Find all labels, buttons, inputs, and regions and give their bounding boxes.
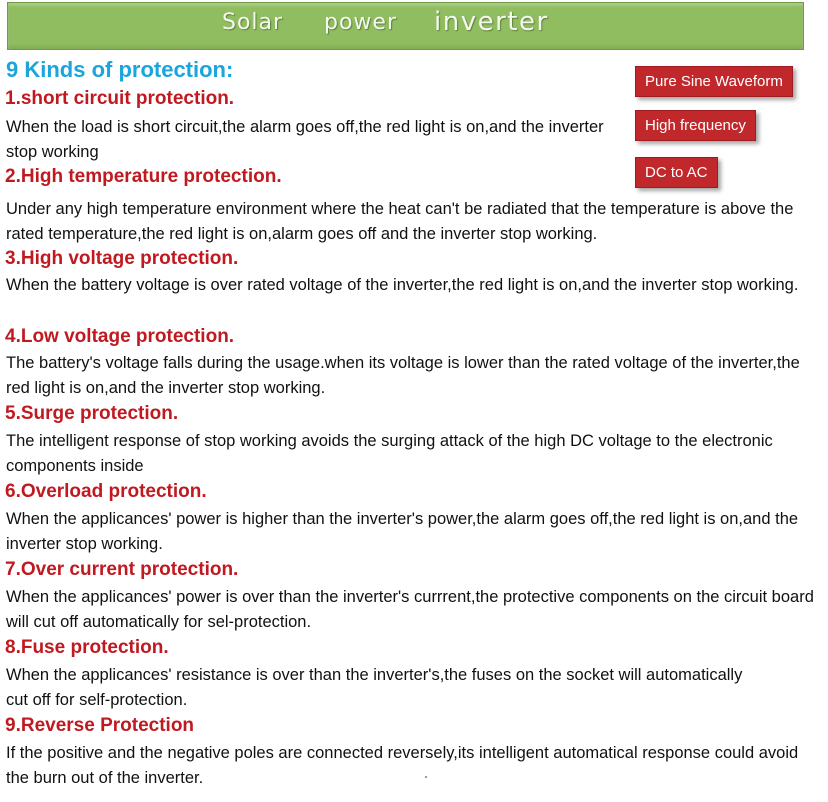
protection-body-6: When the applicances' power is higher than the inverter's power,the alarm goes off,the red light is on,and the inverter stop working. [6,510,799,553]
protection-body-2: Under any high temperature environment where the heat can't be radiated that the temperature is above the rated temperature,the red light is on,alarm goes off and the inverter stop working. [6,200,794,243]
feature-tag-dc-to-ac: DC to AC [635,157,718,188]
protection-body-7: When the applicances' power is over than the inverter's currrent,the protective components on the circuit board will cut off automatically for sel-protection. [6,588,814,631]
protection-title-5: 5.Surge protection. [5,403,179,424]
protection-title-6: 6.Overload protection. [5,481,207,502]
protection-heading: 9 Kinds of protection: [6,57,234,82]
protection-body-9: If the positive and the negative poles are connected reversely,its intelligent automatical response could avoid the burn out of the inverter. [6,744,799,787]
protection-title-9: 9.Reverse Protection [5,715,195,736]
protection-title-8: 8.Fuse protection. [5,637,169,658]
protection-title-1: 1.short circuit protection. [5,88,235,109]
banner-word-solar: Solar [222,10,284,35]
protection-title-7: 7.Over current protection. [5,559,239,580]
protection-body-5: The intelligent response of stop working avoids the surging attack of the high DC voltage to the electronic components inside [6,432,773,475]
protection-title-3: 3.High voltage protection. [5,248,239,269]
protection-title-4: 4.Low voltage protection. [5,326,235,347]
protection-body-8: When the applicances' resistance is over than the inverter's,the fuses on the socket will automatically cut off for self-protection. [6,666,743,709]
protection-body-3: When the battery voltage is over rated voltage of the inverter,the red light is on,and the inverter stop working. [6,276,799,294]
protection-body-1: When the load is short circuit,the alarm goes off,the red light is on,and the inverter stop working [6,118,604,161]
title-banner [7,2,804,50]
protection-title-2: 2.High temperature protection. [5,166,282,187]
stray-dot [425,776,427,778]
feature-tag-pure-sine: Pure Sine Waveform [635,66,793,97]
banner-word-inverter: inverter [434,7,549,37]
feature-tag-high-frequency: High frequency [635,110,756,141]
banner-word-power: power [324,10,397,35]
protection-body-4: The battery's voltage falls during the usage.when its voltage is lower than the rated voltage of the inverter,the red light is on,and the inverter stop working. [6,354,800,397]
